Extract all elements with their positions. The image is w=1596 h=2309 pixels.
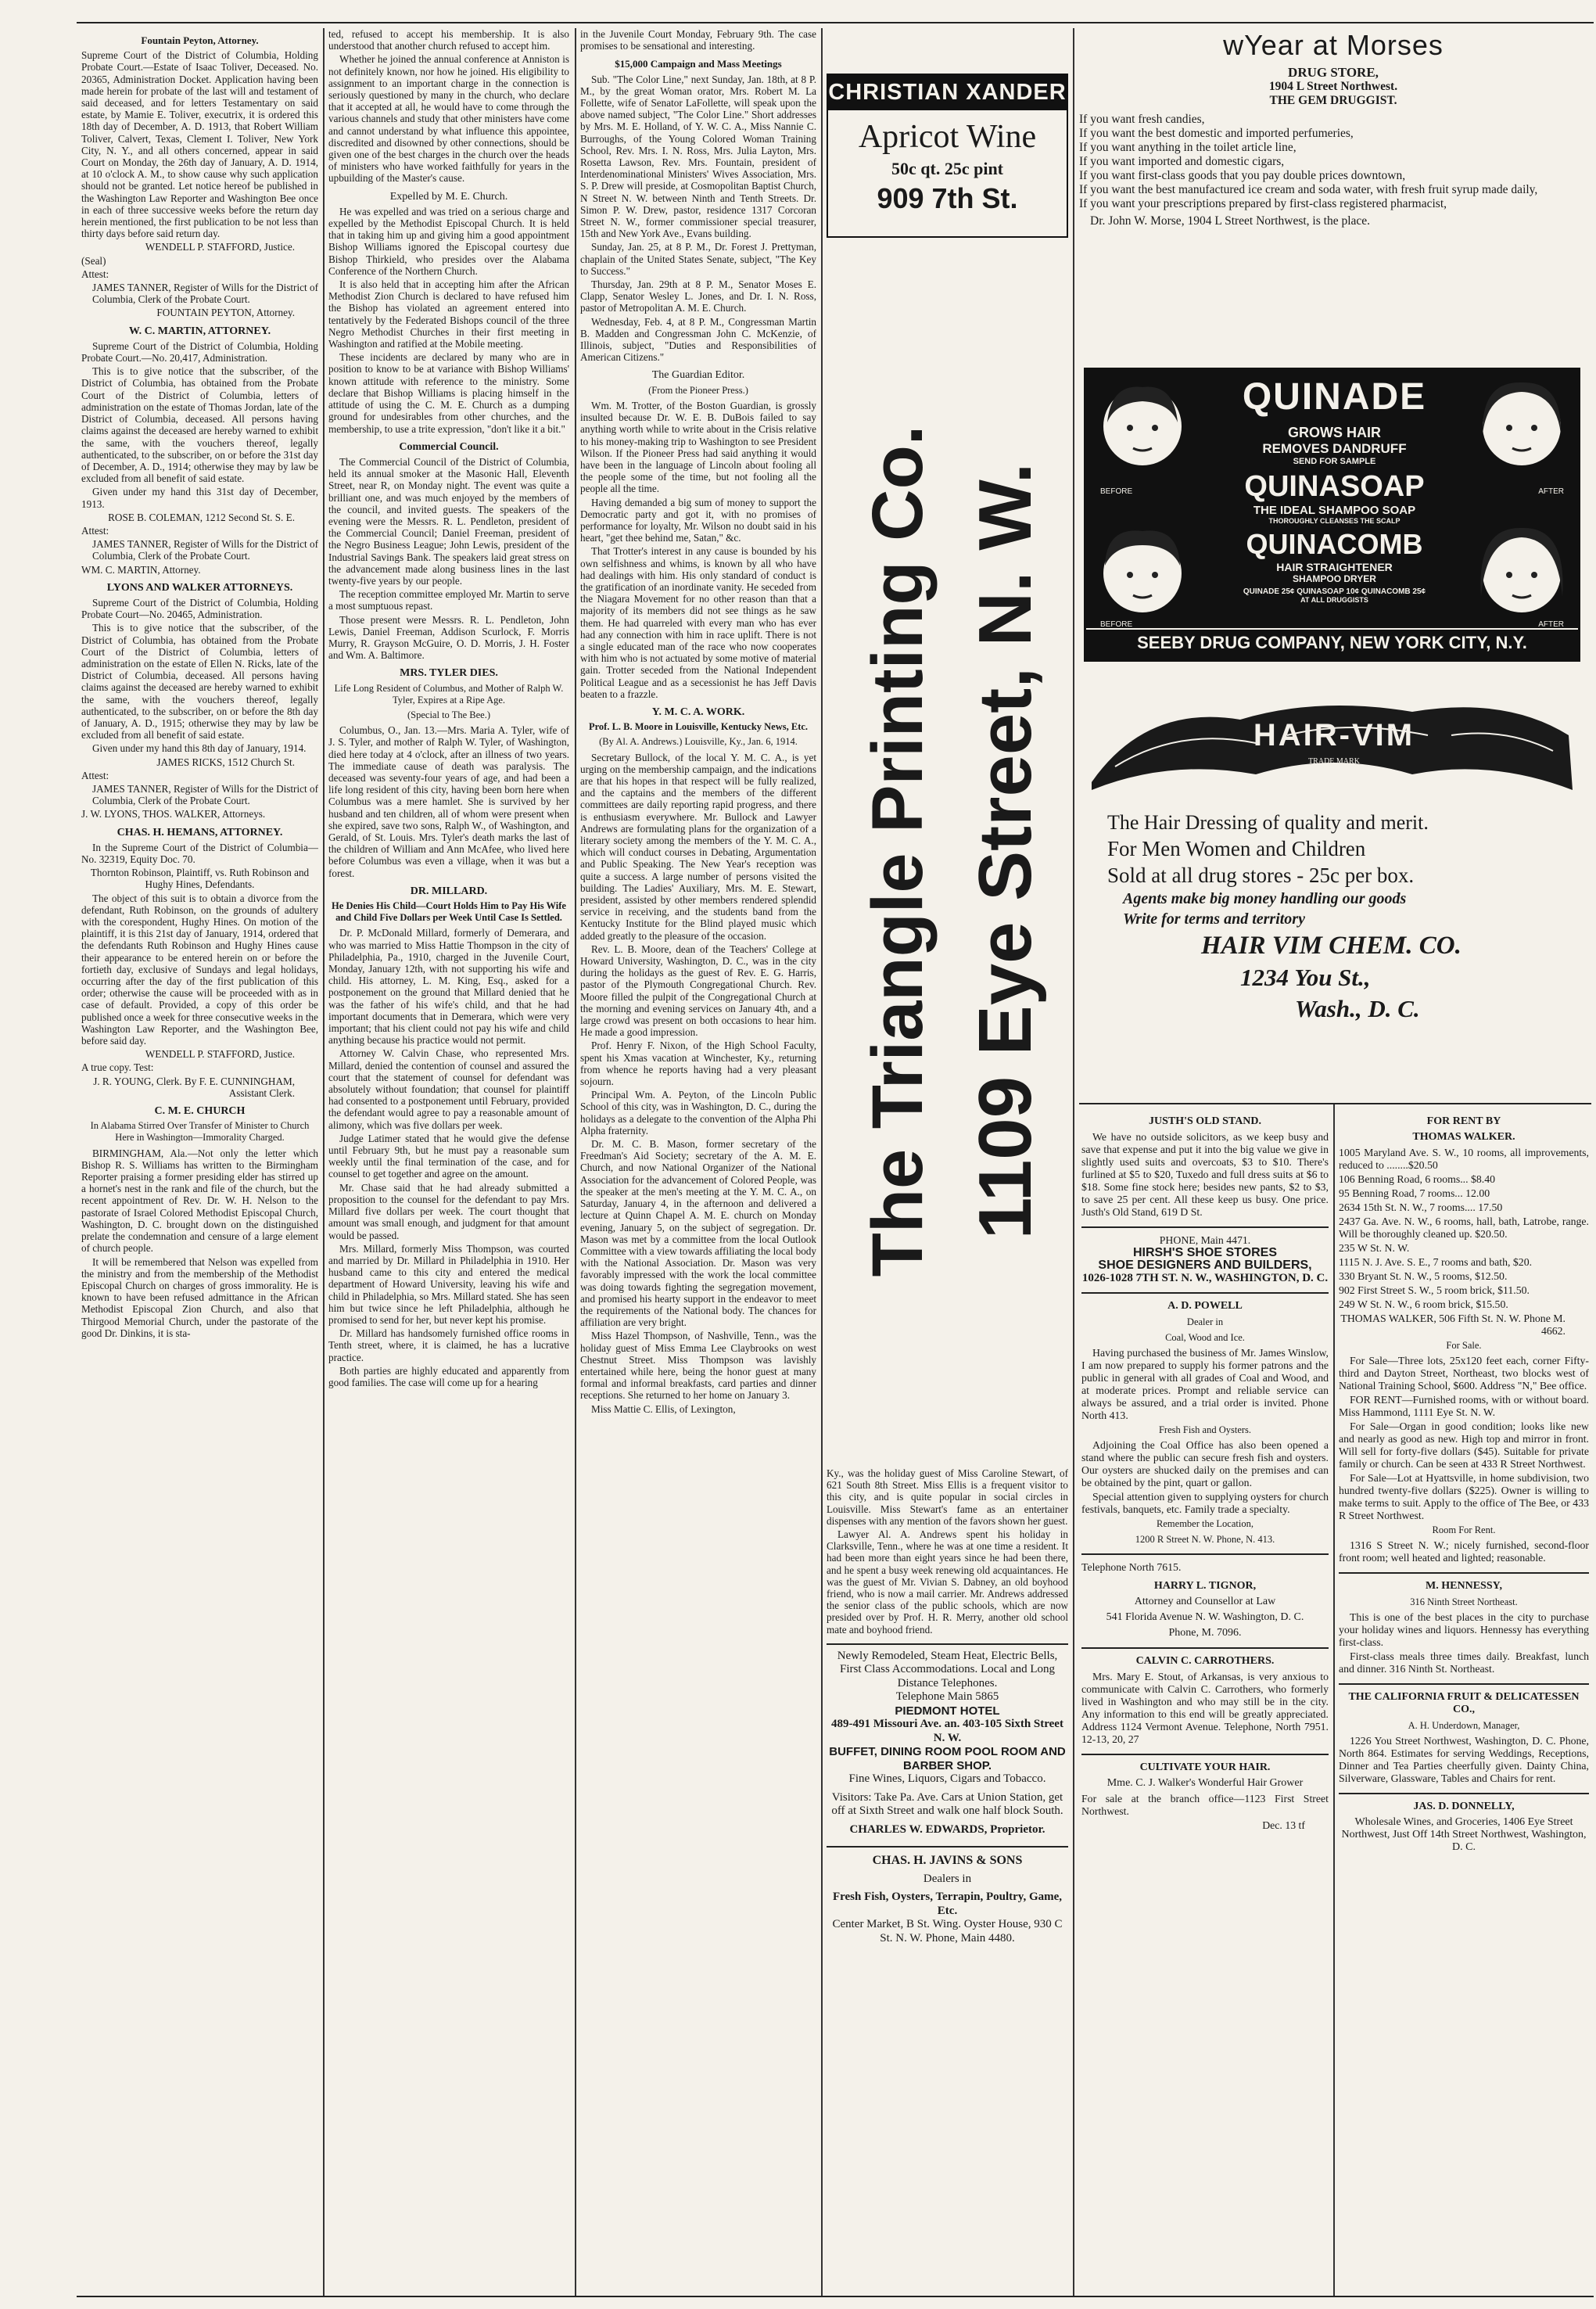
quinasoap-tagline: THE IDEAL SHAMPOO SOAP — [1253, 504, 1416, 517]
article-paragraph: Prof. Henry F. Nixon, of the High School Faculty, spent his Xmas vacation at Winchester, Ky., returning from whence he reports having had a very pleasant sojourn. — [580, 1040, 816, 1088]
piedmont-directions: Visitors: Take Pa. Ave. Cars at Union Station, get off at Sixth Street and walk one half block South. — [831, 1790, 1063, 1818]
notice-body: This is to give notice that the subscriber, of the District of Columbia, has obtained from the Probate Court of the District of Columbia, letters of administration on the estate of Ellen N. Ricks, late of the District of Columbia, deceased. All persons having claims against the deceased are hereby warned to exhibit the same, with the vouchers thereof, legally authenticated, to the subscriber, on or before the 8th day of January, A. D., 1915; otherwise they may by law be excluded from all benefit of said estate. — [81, 622, 318, 742]
walker-title: CULTIVATE YOUR HAIR. — [1139, 1761, 1271, 1773]
column-3 — [580, 28, 816, 2293]
attest: Attest: — [81, 524, 109, 537]
morse-line: If you want imported and domestic cigars, — [1079, 155, 1285, 168]
tignor-name: HARRY L. TIGNOR, — [1153, 1580, 1257, 1592]
rent-owner: THOMAS WALKER. — [1412, 1131, 1515, 1143]
quinacomb-tagline: HAIR STRAIGHTENER — [1276, 561, 1393, 573]
right-inner-divider — [1333, 1104, 1335, 2296]
article-paragraph: in the Juvenile Court Monday, February 9th. The case promises to be sensational and interesting. — [580, 28, 816, 52]
notice-signature: JAMES TANNER, Register of Wills for the District of Columbia, Clerk of the Probate Court. — [92, 782, 318, 807]
furnished-body: FOR RENT—Furnished rooms, with or without board. Miss Hammond, 1111 Eye St. N. W. — [1339, 1394, 1589, 1418]
article-paragraph: Dr. Millard has handsomely furnished office rooms in Tenth street, where, it is claimed, he has a lucrative practice. — [328, 1327, 569, 1363]
hirsh-address: 1026-1028 7TH ST. N. W., WASHINGTON, D. C. — [1081, 1272, 1329, 1284]
article-paragraph: Columbus, O., Jan. 13.—Mrs. Maria A. Tyler, wife of J. S. Tyler, and mother of Ralph W. Tyler, of Washington, died here today at 4 o'clock, after an illness of two years. The immediate cause of death was paralysis. The deceased was seventy-four years of age, and had been a life long resident of this city, having been born here when Columbus was a mere hamlet. She is survived by her husband and ten children, all of whom were present when she expired, save two sons, Ralph W., of Washington, and Gerald, of St. Louis. Mrs. Tyler's death marks the last of the children of William and Ann McAfee, who lived here before Columbus was even a village, when it was but a forest. — [328, 724, 569, 879]
quinade-prices: QUINADE 25¢ QUINASOAP 10¢ QUINACOMB 25¢ — [1243, 587, 1426, 596]
seal: (Seal) — [81, 254, 106, 267]
article-paragraph: Thursday, Jan. 29th at 8 P. M., Senator Moses E. Clapp, Senator Wesley L. Jones, and Dr. I. N. Ross, pastor of Metropolitan A. M. E. Church. — [580, 278, 816, 314]
hairvim-line-4: Agents make big money handling our goods — [1123, 890, 1407, 907]
notice-signature: J. R. YOUNG, Clerk. By F. E. CUNNINGHAM, Assistant Clerk. — [93, 1075, 295, 1099]
notice-signature: WENDELL P. STAFFORD, Justice. — [145, 1048, 295, 1061]
byline: (By Al. A. Andrews.) Louisville, Ky., Jan. 6, 1914. — [599, 736, 798, 748]
rent-listing: 106 Benning Road, 6 rooms... $8.40 — [1339, 1173, 1496, 1185]
article-subtitle: Life Long Resident of Columbus, and Mother of Ralph W. Tyler, Expires at a Ripe Age. — [334, 682, 564, 706]
rent-listing: 2437 Ga. Ave. N. W., 6 rooms, hall, bath, Latrobe, range. Will be thoroughly cleaned up. $20.50. — [1339, 1216, 1589, 1240]
article-paragraph: Rev. L. B. Moore, dean of the Teachers' College at Howard University, Washington, D. C., was in the city during the holidays as the guest of Rev. E. G. Harris, pastor of the Plymouth Congregational Church. Rev. Moore filled the pulpit of the Congregational Church at the morning and evening services on January 4th, and a large crowd was present on both occasions to hear him. He made a good impression. — [580, 943, 816, 1039]
powell-fish: Fresh Fish and Oysters. — [1158, 1424, 1252, 1435]
article-paragraph: Mrs. Millard, formerly Miss Thompson, was courted and married by Dr. Millard in Philadelphia in 1910. Her husband came to this city and entered the medical department of Howard University, leaving his wife and child in Philadelphia, so Mrs. Millard stated. She has seen him but twice since he left Philadelphia, although he promised to send for her, but never kept his promise. — [328, 1242, 569, 1326]
javins-goods: Fresh Fish, Oysters, Terrapin, Poultry, Game, Etc. — [832, 1891, 1063, 1917]
hairvim-line-2: For Men Women and Children — [1107, 837, 1366, 860]
powell-goods: Coal, Wood and Ice. — [1165, 1332, 1245, 1343]
article-paragraph: Attorney W. Calvin Chase, who represented Mrs. Millard, denied the contention of counsel and assured the court that the statement of counsel for defendant was absolutely without foundation; that counsel for plaintiff had consented to a postponement until February, provided the defendant would agree to pay a reasonable amount of alimony, which was five dollars per week. — [328, 1047, 569, 1131]
piedmont-address: 489-491 Missouri Ave. an. 403-105 Sixth Street N. W. — [831, 1718, 1063, 1744]
javins-ad — [827, 1854, 1068, 1945]
article-subhead: Expelled by M. E. Church. — [389, 190, 508, 203]
morse-line: If you want anything in the toilet article line, — [1079, 141, 1297, 154]
notice-title: Fountain Peyton, Attorney. — [141, 34, 259, 46]
quinasoap-brand: QUINASOAP — [1244, 470, 1425, 503]
column-divider-2 — [575, 28, 576, 2296]
quinade-dealers: AT ALL DRUGGISTS — [1300, 596, 1368, 604]
dateline: (Special to The Bee.) — [407, 709, 490, 720]
hairvim-trademark: TRADE MARK — [1308, 757, 1360, 766]
powell-body: Having purchased the business of Mr. James Winslow, I am now prepared to supply his former patrons and the public in general with all grades of Coal and Wood, and at moderate prices. Prompt and reliable service can always be assured, and a trial order is invited. Phone North 413. — [1081, 1347, 1329, 1421]
quinacomb-tagline-2: SHAMPOO DRYER — [1293, 573, 1376, 584]
hairvim-brand: HAIR-VIM — [1253, 718, 1415, 752]
powell-address: 1200 R Street N. W. Phone, N. 413. — [1135, 1534, 1275, 1545]
quinade-benefit-2: REMOVES DANDRUFF — [1262, 441, 1407, 456]
true-copy: A true copy. Test: — [81, 1061, 154, 1074]
powell-body: Adjoining the Coal Office has also been opened a stand where the public can secure fresh fish and oysters. Our oysters are shucked daily on the premises and can be obtained by the pint, quart or gallon. — [1081, 1439, 1329, 1488]
hairvim-line-1: The Hair Dressing of quality and merit. — [1107, 811, 1429, 834]
rent-listing: 235 W St. N. W. — [1339, 1242, 1410, 1254]
piedmont-proprietor: CHARLES W. EDWARDS, Proprietor. — [849, 1822, 1045, 1836]
wine-name: Apricot Wine — [858, 119, 1037, 155]
justh-body: We have no outside solicitors, as we keep busy and save that expense and put it into the big value we give in slightly used suits and overcoats, $3 to $10. There's furlined at $5 to $20, Tuxedo and full dress suits at $6 to $18. Some fine stock here; besides new pants, $2 to $3, to save 25 per cent. All these keep us busy. One price. Justh's Old Stand, 619 D St. — [1081, 1131, 1329, 1218]
article-paragraph: Both parties are highly educated and apparently from good families. The case will come up for a hearing — [328, 1364, 569, 1388]
sale-body: For Sale—Three lots, 25x120 feet each, corner Fifty-third and Dayton Street, Northeast, two blocks west of National Training School, $600. Address "N," Bee office. — [1339, 1355, 1589, 1392]
after-portrait-icon — [1475, 379, 1569, 497]
powell-dealer: Dealer in — [1186, 1316, 1224, 1327]
article-paragraph: Ky., was the holiday guest of Miss Caroline Stewart, of 621 South 8th Street. Miss Ellis is a frequent visitor to this city, and is quite popular in social circles in Louisville. Miss Stewart's fame as an entertainer dispenses with any mention of the favors shown her guest. — [827, 1467, 1068, 1527]
sale-title: For Sale. — [1446, 1340, 1482, 1351]
hirsh-ad — [1081, 1234, 1329, 1284]
article-paragraph: Wm. M. Trotter, of the Boston Guardian, is grossly insulted because Dr. W. E. B. DuBois failed to say anything worth while to write about in the Crisis relative to his money-making trip to Washington to see President Wilson. If the Pioneer Press had said anything it would have been in the language of Lincoln about fooling all the people some of the time, but not fooling all the people all the time. — [580, 399, 816, 495]
article-paragraph: Mr. Chase said that he had already submitted a proposition to the counsel for the defendant to pay Mrs. Millard five dollars per week. The court thought that amount was small enough, and judgment for that amount would be passed. — [328, 1181, 569, 1241]
donnelly-body: Wholesale Wines, and Groceries, 1406 Eye Street Northwest, Just Off 14th Street Northwest, Washington, D. C. — [1341, 1816, 1587, 1853]
powell-body: Special attention given to supplying oysters for church festivals, banquets, etc. Family trade a specialty. — [1081, 1491, 1329, 1515]
article-paragraph: Miss Mattie C. Ellis, of Lexington, — [591, 1402, 736, 1415]
article-source: (From the Pioneer Press.) — [648, 384, 748, 396]
notice-signature: ROSE B. COLEMAN, 1212 Second St. S. E. — [108, 511, 295, 523]
california-manager: A. H. Underdown, Manager, — [1408, 1720, 1520, 1731]
article-paragraph: The reception committee employed Mr. Martin to serve a most sumptuous repast. — [328, 588, 569, 612]
quinade-ad — [1084, 368, 1580, 662]
bottom-rule — [77, 2296, 1594, 2297]
article-paragraph: Wednesday, Feb. 4, at 8 P. M., Congressman Martin B. Madden and Congressman John C. McKenzie, of Illinois, subject, "Duties and Responsibilities of American Citizens." — [580, 315, 816, 364]
column-2 — [328, 28, 569, 2293]
notice-title: W. C. MARTIN, ATTORNEY. — [128, 325, 271, 337]
article-paragraph: Judge Latimer stated that he would give the defense until February 9th, but he must pay a reasonable sum weekly until the final termination of the case, and for counsel to get together and agree on the amount. — [328, 1132, 569, 1180]
case-parties: Thornton Robinson, Plaintiff, vs. Ruth Robinson and Hughy Hines, Defendants. — [90, 867, 310, 891]
notice-attorney: FOUNTAIN PEYTON, Attorney. — [156, 307, 295, 319]
morse-closing: Dr. John W. Morse, 1904 L Street Northwest, is the place. — [1090, 214, 1371, 228]
notice-title: CHAS. H. HEMANS, ATTORNEY. — [117, 826, 283, 838]
tignor-telephone: Telephone North 7615. — [1081, 1561, 1182, 1573]
notice-signature: JAMES RICKS, 1512 Church St. — [156, 756, 295, 768]
xander-address: 909 7th St. — [877, 182, 1018, 214]
article-paragraph: The Commercial Council of the District of Columbia, held its annual smoker at the Masonic Hall, Eleventh Street, near R, on Monday night. The event was quite a brilliant one, and was much enjoyed by the members of the council, and invited guests. The speakers of the evening were the Messrs. R. L. Pendleton, president of the Commercial Council; Daniel Freeman, president of the Negro Business League; John Lewis, president of the Industrial Savings Bank. The speakers laid great stress on the advancement made along business lines in the last twenty-five years by our people. — [328, 455, 569, 587]
article-paragraph: Having demanded a big sum of money to support the Democratic party and got it, with no promises of performance for loyalty, Mr. Wilson no doubt said in his heart, "get thee behind me, Satan," &c. — [580, 496, 816, 544]
before-label-2: BEFORE — [1100, 620, 1133, 629]
notice-body: Supreme Court of the District of Columbia, Holding Probate Court—No. 20465, Administration. — [81, 596, 318, 621]
article-subtitle: Prof. L. B. Moore in Louisville, Kentucky News, Etc. — [588, 721, 809, 733]
morse-address: 1904 L Street Northwest. — [1268, 80, 1398, 93]
column-divider-3 — [821, 28, 823, 2296]
article-paragraph: Whether he joined the annual conference at Anniston is not definitely known, nor how he joined. His eligibility to assignment to an important charge in the connection is seriously questioned by many in the church, who declare that it accepted at all, he would have to come through the various channels and study that other ministers have come and cannot understand by what influence this appointee, discredited and disowned by other connections, should be given one of the best charges in the church over the heads of ministers who have worked faithfully for years in the upbuilding of the Master's cause. — [328, 53, 569, 185]
notice-body: The object of this suit is to obtain a divorce from the defendant, Ruth Robinson, on the grounds of adultery with the corespondent, Hughy Hines. On motion of the plaintiff, it is this 21st day of January, 1914, ordered that the defendants Ruth Robinson and Hughy Hines cause their appearance to be entered herein on or before the fortieth day, exclusive of Sundays and legal holidays, occurring after the day of the first publication of this order; otherwise the cause will be proceeded with as in case of default. Provided, a copy of this order be published once a week for three consecutive weeks in the Washington Law Reporter, and the Washington Bee, before said day. — [81, 892, 318, 1047]
notice-body: In the Supreme Court of the District of Columbia—No. 32319, Equity Doc. 70. — [81, 841, 318, 865]
rent-listing: 2634 15th St. N. W., 7 rooms.... 17.50 — [1339, 1201, 1503, 1213]
tignor-address: 541 Florida Avenue N. W. Washington, D. C. — [1106, 1611, 1304, 1623]
top-rule — [77, 22, 1594, 23]
article-paragraph: Sunday, Jan. 25, at 8 P. M., Dr. Forest J. Prettyman, chaplain of the United States Senate, subject, "The Key to Success." — [580, 241, 816, 277]
hennessy-body: This is one of the best places in the city to purchase your holiday wines and liquors. Hennessy has everything first-class. — [1339, 1611, 1589, 1648]
morse-line: If you want first-class goods that you pay double prices downtown, — [1079, 169, 1406, 182]
printing-ad — [827, 249, 1067, 1469]
notice-signature: WENDELL P. STAFFORD, Justice. — [145, 241, 295, 253]
morse-headline: wYear at Morses — [1223, 29, 1444, 61]
notice-body: Given under my hand this 8th day of January, 1914. — [92, 742, 307, 755]
javins-name: CHAS. H. JAVINS & SONS — [872, 1854, 1023, 1868]
article-paragraph: Dr. M. C. B. Mason, former secretary of the Freedman's Aid Society; secretary of the A. M. E. Church, and now National Organizer of the National Association for the advancement of Colored People, was the speaker at the men's meeting at the Y. M. C. A., on Saturday, January 4, in the afternoon and delivered a lecture at Quinn Chapel A. M. E. church on Monday evening, January 5, on the subject of segregation. Dr. Mason was met by a committee from the local Outlook Committee with a view towards affiliating the local body with the National Association. Dr. Mason was very favorably impressed with the work the local committee was doing towards fighting the segregation movement, and promised his hearty support in the endeavor to meet the requirements of the National body. The chances for affiliation are very bright. — [580, 1138, 816, 1329]
seeby-company: SEEBY DRUG COMPANY, NEW YORK CITY, N.Y. — [1086, 628, 1578, 653]
column-4-bottom — [827, 1467, 1068, 2292]
hennessy-body: First-class meals three times daily. Breakfast, lunch and dinner. 316 Ninth St. Northeast. — [1339, 1650, 1589, 1675]
carrothers-title: CALVIN C. CARROTHERS. — [1135, 1655, 1275, 1667]
piedmont-name: PIEDMONT HOTEL — [895, 1704, 1000, 1718]
piedmont-amenities: Newly Remodeled, Steam Heat, Electric Bells, First Class Accommodations. Local and Long Distance Telephones. — [837, 1649, 1058, 1690]
article-paragraph: Dr. P. McDonald Millard, formerly of Demerara, and who was married to Miss Hattie Thompson in the city of Philadelphia, Pa., 1910, charged in the Juvenile Court, Monday, January 12th, with not supporting his wife and child. His attorney, L. M. King, Esq., asked for a postponement on the ground that Millard denied that he was the father of his wife's child, and that he had important documents that in Demerara, which were very important; that his client could not pay his wife and child anything because his practice would not permit. — [328, 927, 569, 1047]
xander-name: CHRISTIAN XANDER — [828, 75, 1067, 110]
attest: Attest: — [81, 769, 109, 781]
rent-listing: 1005 Maryland Ave. S. W., 10 rooms, all improvements, reduced to ........$20.50 — [1339, 1147, 1589, 1171]
notice-body: This is to give notice that the subscriber, of the District of Columbia, has obtained from the Probate Court of the District of Columbia, letters of administration on the estate of Thomas Jordan, late of the District of Columbia, deceased. All persons having claims against the deceased are hereby warned to exhibit the same, with the vouchers thereof, legally authenticated, to the subscriber, on or before the 31st day of December, A. D., 1914; otherwise they may by law be excluded from all benefit of said estate. — [81, 365, 318, 485]
quinade-brand: QUINADE — [1242, 376, 1427, 418]
hirsh-name: HIRSH'S SHOE STORES — [1133, 1246, 1277, 1259]
rent-title: FOR RENT BY — [1426, 1115, 1501, 1127]
article-title: Commercial Council. — [399, 440, 499, 453]
article-title: MRS. TYLER DIES. — [400, 667, 498, 680]
california-title: THE CALIFORNIA FRUIT & DELICATESSEN CO., — [1348, 1691, 1580, 1715]
morse-tagline: THE GEM DRUGGIST. — [1269, 94, 1397, 107]
rent-listing: 330 Bryant St. N. W., 5 rooms, $12.50. — [1339, 1270, 1508, 1282]
column-divider-4 — [1073, 28, 1074, 2296]
notice-body: Supreme Court of the District of Columbia, Holding Probate Court.—No. 20,417, Administration. — [81, 339, 318, 364]
rent-signature: THOMAS WALKER, 506 Fifth St. N. W. Phone M. 4662. — [1340, 1313, 1566, 1337]
notice-signature: JAMES TANNER, Register of Wills for the District of Columbia, Clerk of the Probate Court. — [92, 538, 318, 562]
quinasoap-tagline-2: THOROUGHLY CLEANSES THE SCALP — [1268, 517, 1401, 525]
article-paragraph: These incidents are declared by many who are in position to know to be at variance with Bishop Williams' known attitude with reference to the ministry. Some declare that Bishop Williams is placing himself in the attitude of using the C. M. E. Church as a dumping ground for undesirables from other churches, and the membership, to use a trite expression, "don't like it a bit." — [328, 351, 569, 435]
notice-title: LYONS AND WALKER ATTORNEYS. — [106, 581, 293, 594]
hairvim-ad — [1084, 688, 1580, 1095]
article-title: Y. M. C. A. WORK. — [651, 706, 745, 718]
piedmont-telephone: Telephone Main 5865 — [895, 1690, 999, 1704]
walker-body: Mme. C. J. Walker's Wonderful Hair Grower — [1106, 1777, 1304, 1789]
right-column-a — [1081, 1109, 1329, 2292]
morse-store: DRUG STORE, — [1288, 65, 1379, 80]
hennessy-name: M. HENNESSY, — [1426, 1580, 1502, 1592]
morse-ad — [1079, 28, 1587, 341]
hirsh-tagline: SHOE DESIGNERS AND BUILDERS, — [1098, 1259, 1312, 1272]
hairvim-company: HAIR VIM CHEM. CO. — [1201, 932, 1462, 960]
quinacomb-brand: QUINACOMB — [1246, 528, 1423, 560]
powell-remember: Remember the Location, — [1157, 1518, 1253, 1529]
morse-line: If you want the best manufactured ice cream and soda water, with fresh fruit syrup made daily, — [1079, 183, 1538, 196]
article-title: The Guardian Editor. — [651, 369, 745, 382]
column-1 — [81, 28, 318, 2293]
justh-title: JUSTH'S OLD STAND. — [1148, 1115, 1262, 1127]
right-section-rule — [1079, 1103, 1591, 1104]
room-title: Room For Rent. — [1432, 1524, 1496, 1535]
article-paragraph: Secretary Bullock, of the local Y. M. C. A., is yet urging on the membership campaign, and the indications are that his hopes in that respect will be fully realized, and the captains and the members of the different committees are daily reporting rapid progress, and there is enthusiasm everywhere. Mr. Bullock and Lawyer Andrews are formulating plans for the organization of a literary society among the members of the Y. M. C. A., which will conduct courses in Debating, Argumentation and Public Speaking. The New Year's reception was quite a success. A large number of persons visited the building. The Ladies' Auxiliary, Mrs. M. E. Stewart, president, assisted by other members rendered splendid service in receiving, and the students band from the Kentucky Institute for the Blind played music which added greatly to the pleasure of the occasion. — [580, 751, 816, 942]
notice-attorney: J. W. LYONS, THOS. WALKER, Attorneys. — [81, 808, 266, 821]
hennessy-address: 316 Ninth Street Northeast. — [1410, 1596, 1518, 1607]
before-label-1: BEFORE — [1100, 487, 1133, 496]
article-subtitle: In Alabama Stirred Over Transfer of Minister to Church Here in Washington—Immorality Charged. — [90, 1120, 310, 1144]
article-paragraph: Sub. "The Color Line," next Sunday, Jan. 18th, at 8 P. M., by the great Woman orator, Mrs. Robert M. La Follette, wife of Senator LaFollette, will speak upon the above named subject, "The Color Line." Short addresses by Mrs. M. E. Holland, of Y. W. C. A., Miss Nannie C. Burroughs, of the Young Colored Woman Training School, Rev. Mrs. I. N. Ross, Mrs. Julia Layton, Mrs. Rosetta Lawson, Rev. Mrs. Fountain, president of Interdenominational Ministers' Wives Association, Mrs. S. P. Drew will preside, at Cosmopolitan Baptist Church, N Street N. W. between Ninth and Tenth Streets. Dr. Simon P. W. Drew, pastor, residence 1317 Corcoran Street N. W., former commissioner special treasurer, 15th and New York Ave., Evans building. — [580, 73, 816, 240]
quinade-sample: SEND FOR SAMPLE — [1293, 457, 1376, 466]
article-title: C. M. E. CHURCH — [154, 1105, 246, 1118]
morse-line: If you want the best domestic and imported perfumeries, — [1079, 127, 1354, 140]
notice-signature: JAMES TANNER, Register of Wills for the District of Columbia, Clerk of the Probate Court. — [92, 282, 318, 306]
rent-listing: 902 First Street S. W., 5 room brick, $11.50. — [1339, 1284, 1530, 1296]
wine-price: 50c qt. 25c pint — [891, 159, 1003, 178]
javins-dealers: Dealers in — [923, 1872, 972, 1885]
piedmont-ad — [827, 1650, 1068, 1837]
before-portrait-icon — [1096, 379, 1189, 497]
lot-body: For Sale—Lot at Hyattsville, in home subdivision, two hundred twenty-five dollars ($225). Owner is willing to make terms to suit. Apply to the office of The Bee, or 433 R Street Northwest. — [1339, 1472, 1589, 1521]
article-paragraph: BIRMINGHAM, Ala.—Not only the letter which Bishop R. S. Williams has written to the Birmingham Reporter praising a former presiding elder has stirred up a hornet's nest in the rank and file of the church, but the recent appointment of Rev. Dr. W. H. Nelson to the pastorate of Israel Colored Methodist Episcopal Church, Washington, D. C. brought down on the distinguished prelate the condemnation and censure of a large element of church people. — [81, 1147, 318, 1255]
notice-body: Supreme Court of the District of Columbia, Holding Probate Court.—Estate of Isaac Toliver, Deceased. No. 20365, Administration Docket. Application having been made herein for probate of the last will and testament of said deceased, and for letters Testamentary on said estate, by Mamie E. Toliver, executrix, it is ordered this 18th day of December, A. D. 1913, that Robert William Toliver, Calvert, Texas, Clement I. Toliver, New York City, N. Y., and all others concerned, appear in said Court on Monday, the 26th day of January, A. D. 1914, at 10 o'clock A. M., to show cause why such application should not be granted. Let notice hereof be published in the Washington Law Reporter and Washington Bee once in each of three successive weeks before the return day herein mentioned, the first publication to be not less than thirty days before said return day. — [81, 49, 318, 240]
article-title: $15,000 Campaign and Mass Meetings — [615, 58, 782, 70]
xander-ad — [827, 74, 1068, 238]
printing-company-address: 1109 Eye Street, N. W. — [963, 462, 1047, 1240]
tignor-title: Attorney and Counsellor at Law — [1134, 1596, 1276, 1607]
hairvim-address-1: 1234 You St., — [1240, 964, 1371, 991]
right-column-b — [1339, 1109, 1589, 2292]
room-body: 1316 S Street N. W.; nicely furnished, second-floor front room; well heated and lighted; reasonable. — [1339, 1539, 1589, 1564]
walker-date: Dec. 13 tf — [1262, 1819, 1305, 1831]
powell-name: A. D. POWELL — [1167, 1300, 1243, 1312]
article-paragraph: He was expelled and was tried on a serious charge and expelled by the Methodist Episcopal Church. It is held that in taking him up and giving him a good appointment Bishop Williams ignored the Episcopal courtesy due Bishop Thirkield, who presides over the Alabama Conference of the Northern Church. — [328, 205, 569, 277]
piedmont-services: BUFFET, DINING ROOM POOL ROOM AND BARBER SHOP. — [829, 1745, 1066, 1772]
tignor-phone: Phone, M. 7096. — [1168, 1627, 1242, 1639]
walker-body: For sale at the branch office—1123 First Street Northwest. — [1081, 1793, 1329, 1817]
article-paragraph: ted, refused to accept his membership. It is also understood that another church refused to accept him. — [328, 28, 569, 52]
carrothers-body: Mrs. Mary E. Stout, of Arkansas, is very anxious to communicate with Calvin C. Carrothers, who formerly lived in Washington and who may still be in the city. Any information to this end will be greatly appreciated. Address 1124 Vermont Avenue. Telephone, North 7951. 12-13, 20, 27 — [1081, 1671, 1329, 1745]
rent-listing: 95 Benning Road, 7 rooms... 12.00 — [1339, 1187, 1490, 1199]
javins-address: Center Market, B St. Wing. Oyster House, 930 C St. N. W. Phone, Main 4480. — [832, 1918, 1063, 1945]
after-label-2: AFTER — [1538, 620, 1564, 629]
article-paragraph: That Trotter's interest in any cause is bounded by his own selfishness and whims, is known by all who have had dealings with him. His only standard of conduct is the gratification of an inordinate vanity. He seceded from the Niagara Movement for no other reason than that a majority of its members did not see things as he saw them. He had quarreled with every man who has ever had any connection with him in race uplift. There is not a single educated man of the race who now cooperates with him who is not actuated by some motive of material gain. Trotter seceded from the National Independent Political League and as a secessionist he has Jeff Davis beaten to a frazzle. — [580, 545, 816, 700]
hairvim-line-3: Sold at all drug stores - 25c per box. — [1107, 864, 1415, 887]
morse-line: If you want fresh candies, — [1079, 113, 1205, 126]
after-label-1: AFTER — [1538, 487, 1564, 496]
article-paragraph: Those present were Messrs. R. L. Pendleton, John Lewis, Daniel Freeman, Addison Scurlock, F. Morris Murry, R. Grayson McGuire, O. D. Morris, J. H. Foster and Wm. A. Baltimore. — [328, 613, 569, 662]
article-paragraph: Principal Wm. A. Peyton, of the Lincoln Public School of this city, was in Washington, D. C., during the holidays as a delegate to the convention of the Alpha Phi Alpha fraternity. — [580, 1089, 816, 1137]
california-body: 1226 You Street Northwest, Washington, D. C. Phone, North 864. Estimates for serving Weddings, Receptions, Dinner and Tea Parties cheerfully given. Dainty China, Silverware, Glassware, Tables and Chairs for rent. — [1339, 1735, 1589, 1784]
notice-attorney: WM. C. MARTIN, Attorney. — [81, 563, 201, 576]
article-paragraph: It will be remembered that Nelson was expelled from the ministry and from the membership of the Methodist Episcopal Church on charges of gross immorality. He is known to have been refused admittance in the African Methodist Episcopal Zion Church, and also that Thirgood Memorial Church, under the pastorate of the good Dr. Dinkins, it is sta- — [81, 1255, 318, 1339]
organ-body: For Sale—Organ in good condition; looks like new and nearly as good as new. High top and mirror in front. Will sell for forty-five dollars ($45). Suitable for private family or church. Can be seen at 433 R Street Northwest. — [1339, 1420, 1589, 1470]
hairvim-line-5: Write for terms and territory — [1123, 910, 1305, 928]
hairvim-address-2: Wash., D. C. — [1295, 995, 1420, 1022]
notice-body: Given under my hand this 31st day of December, 1913. — [81, 486, 318, 510]
rent-listing: 249 W St. N. W., 6 room brick, $15.50. — [1339, 1298, 1508, 1310]
article-paragraph: Miss Hazel Thompson, of Nashville, Tenn., was the holiday guest of Miss Emma Lee Claybrooks on west Chestnut Street. Miss Thompson was lavishly entertained while here, being the honor guest at many formal and informal breakfasts, card parties and dinner receptions. She returned to her home on January 3. — [580, 1330, 816, 1402]
rent-listing: 1115 N. J. Ave. S. E., 7 rooms and bath, $20. — [1339, 1256, 1533, 1268]
donnelly-name: JAS. D. DONNELLY, — [1413, 1801, 1515, 1812]
hirsh-phone: PHONE, Main 4471. — [1159, 1234, 1251, 1246]
quinade-benefit-1: GROWS HAIR — [1288, 425, 1381, 440]
attest: Attest: — [81, 268, 109, 280]
piedmont-wines: Fine Wines, Liquors, Cigars and Tobacco. — [848, 1772, 1046, 1786]
article-title: DR. MILLARD. — [410, 885, 488, 897]
article-subtitle: He Denies His Child—Court Holds Him to Pay His Wife and Child Five Dollars per Week Until Case Is Settled. — [332, 900, 566, 924]
article-paragraph: It is also held that in accepting him after the African Methodist Zion Church is declared to have refused him the Bishop has violated an agreement entered into tentatively by the Federated Bishops council of the three Negro Methodist Churches in their first meeting in Washington and ratified at the Mobile meeting. — [328, 278, 569, 350]
printing-company-name: The Triangle Printing Co. — [858, 425, 938, 1277]
column-divider-1 — [323, 28, 325, 2296]
morse-line: If you want your prescriptions prepared by first-class registered pharmacist, — [1079, 197, 1447, 210]
article-paragraph: Lawyer Al. A. Andrews spent his holiday in Clarksville, Tenn., where he was at one time a resident. It had been more than eight years since he had been there, and he spent a busy week renewing old acquaintances. He was the guest of Mr. Vivian S. Dabney, an old boyhood friend, who is now a mail carrier. Mr. Andrews addressed the senior class of the public schools, which are now presided over by Prof. H. R. Merry, another old school mate and boyhood friend. — [827, 1528, 1068, 1636]
